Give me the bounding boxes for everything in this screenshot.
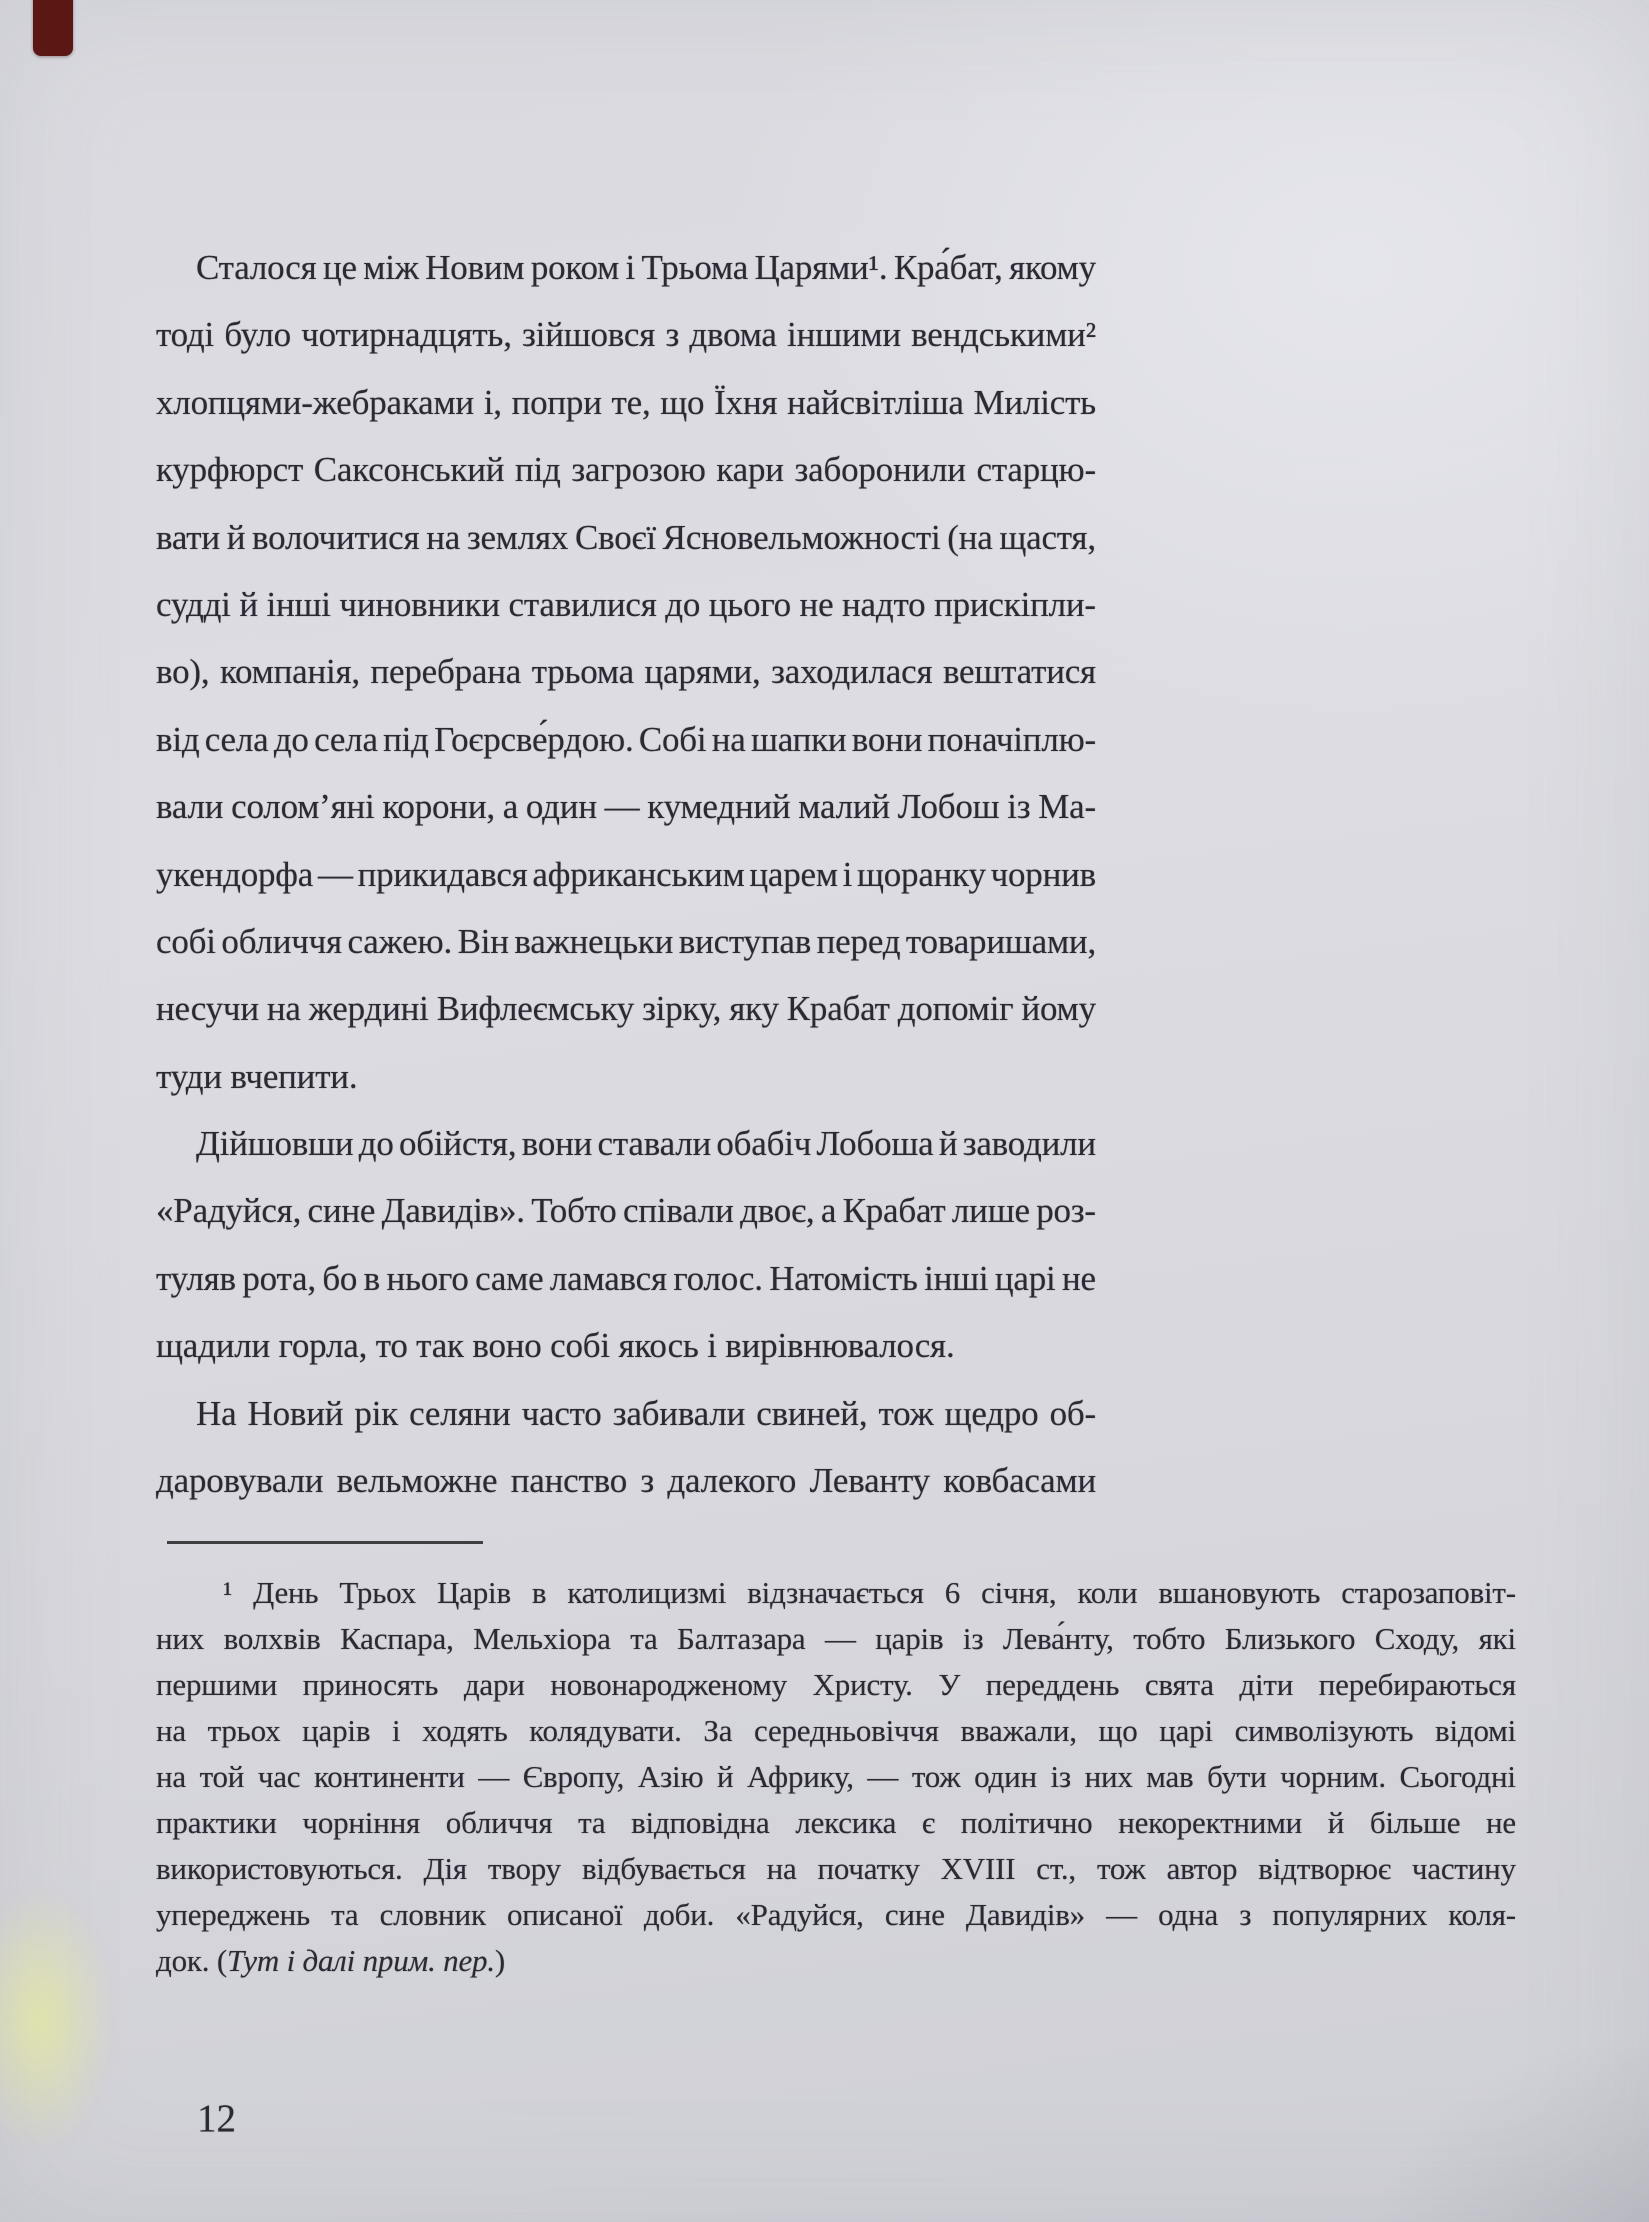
text-line: першими приносять дари новонародженому Христу. У переддень свята діти перебираються (156, 1667, 1516, 1702)
text-line: собі обличчя сажею. Він важнецьки виступав перед товаришами, (156, 921, 1096, 961)
text-line: ¹ День Трьох Царів в католицизмі відзначається 6 січня, коли вшановують старозаповіт- (223, 1575, 1516, 1610)
text-line: вати й волочитися на землях Своєї Ясновельможності (на щастя, (156, 517, 1096, 557)
body-text (156, 234, 1096, 1514)
text-line: від села до села під Гоєрсве́рдою. Собі на шапки вони поначіплю- (156, 719, 1096, 759)
bookmark-tab (33, 0, 73, 56)
text-line: на трьох царів і ходять колядувати. За середньовіччя вважали, що царі символізують відомі (156, 1713, 1516, 1748)
page-number: 12 (197, 2097, 236, 2140)
page-edge-glare (0, 1840, 140, 2200)
translator-note-italic: Тут і далі прим. пер. (226, 1943, 495, 1978)
text-line: судді й інші чиновники ставилися до цього не надто прискіпли- (156, 584, 1096, 624)
text-line: туляв рота, бо в нього саме ламався голос. Натомість інші царі не (156, 1258, 1096, 1298)
text-line: вали солом’яні корони, а один — кумедний малий Лобош із Ма- (156, 787, 1096, 827)
text-line: даровували вельможне панство з далекого Леванту ковбасами (156, 1461, 1096, 1501)
text-line: «Радуйся, сине Давидів». Тобто співали двоє, а Крабат лише роз- (156, 1191, 1096, 1231)
text-line: на той час континенти — Європу, Азію й Африку, — тож один із них мав бути чорним. Сьогодні (156, 1759, 1516, 1794)
footnote-separator (167, 1541, 483, 1544)
text-line: док. (Тут і далі прим. пер.) (156, 1943, 506, 1978)
text-line: укендорфа — прикидався африканським царем і щоранку чорнив (156, 854, 1096, 894)
text-line: На Новий рік селяни часто забивали свиней, тож щедро об- (196, 1393, 1096, 1433)
text-line: них волхвів Каспара, Мельхіора та Балтазара — царів із Лева́нту, тобто Близького Сходу, які (156, 1621, 1516, 1656)
text-line: Дійшовши до обійстя, вони ставали обабіч Лобоша й заводили (196, 1124, 1096, 1164)
footnote (156, 1570, 1516, 1984)
text-line: використовуються. Дія твору відбувається на початку XVIII ст., тож автор відтворює частину (156, 1851, 1516, 1886)
text-line: туди вчепити. (156, 1056, 358, 1096)
text-line: Сталося це між Новим роком і Трьома Царями¹. Кра́бат, якому (196, 248, 1096, 287)
text-line: щадили горла, то так воно собі якось і вирівнювалося. (156, 1326, 955, 1366)
text-line: несучи на жердині Вифлеємську зірку, яку Крабат допоміг йому (156, 989, 1096, 1029)
text-line: хлопцями-жебраками і, попри те, що Їхня найсвітліша Милість (156, 382, 1096, 422)
text-line: практики чорніння обличчя та відповідна лексика є політично некоректними й більше не (156, 1805, 1516, 1840)
text-line: упереджень та словник описаної доби. «Радуйся, сине Давидів» — одна з популярних коля- (156, 1897, 1516, 1932)
text-line: тоді було чотирнадцять, зійшовся з двома іншими вендськими² (156, 315, 1096, 355)
text-line: во), компанія, перебрана трьома царями, заходилася вештатися (156, 652, 1096, 692)
text-line: курфюрст Саксонський під загрозою кари заборонили старцю- (156, 450, 1096, 490)
